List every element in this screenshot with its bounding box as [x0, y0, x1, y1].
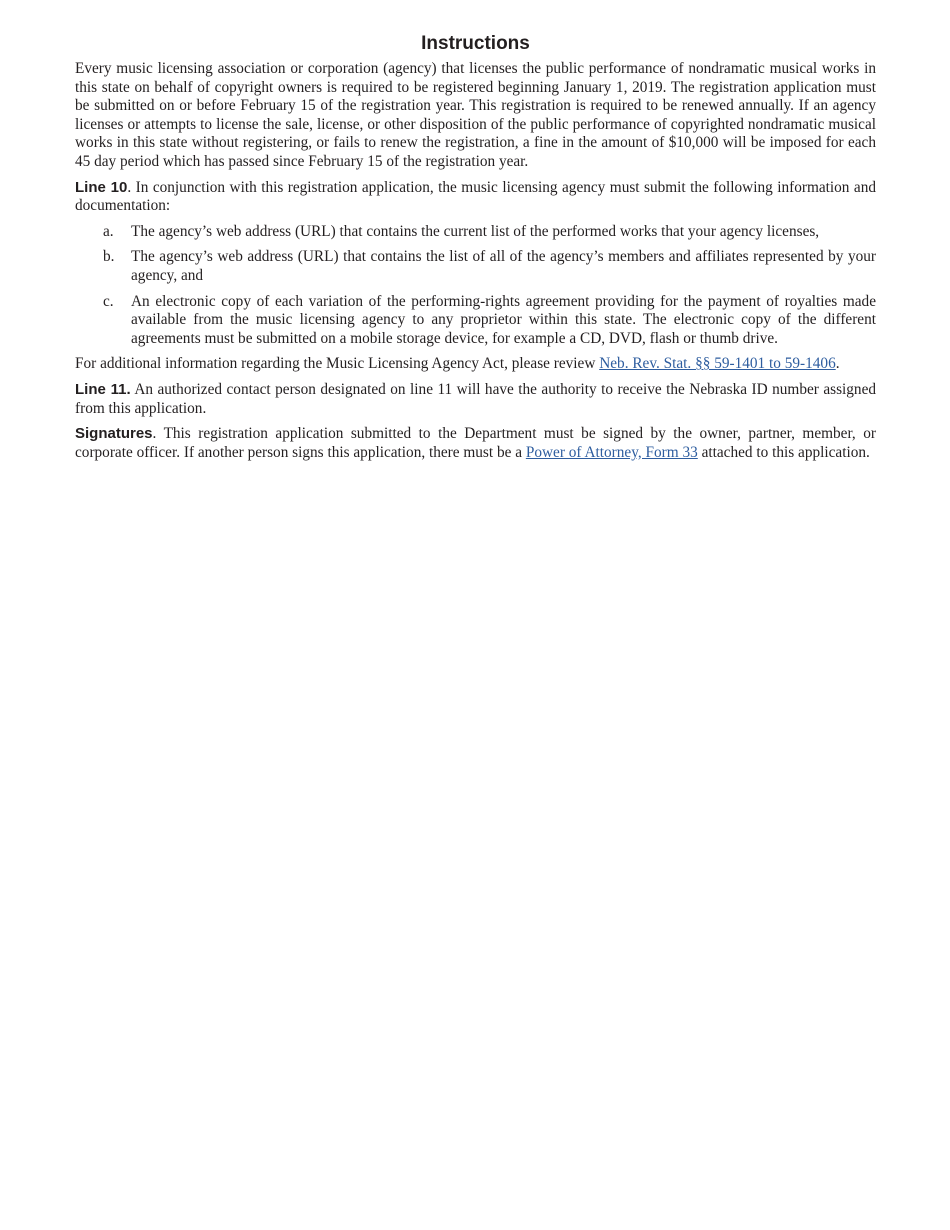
signatures-paragraph — [75, 425, 876, 462]
line-10-heading: Line 10 — [75, 178, 128, 196]
intro-paragraph: Every music licensing association or corporation (agency) that licenses the public performance of nondramatic musical works in this state on behalf of copyright owners is required to be registered beginning January 1, 2019. The registration application must be submitted on or before February 15 of the registration year. This registration is required to be renewed annually. If an agency licenses or attempts to license the sale, license, or other disposition of the public performance of copyrighted nondramatic musical works in this state without registering, or fails to renew the registration, a fine in the amount of $10,000 will be imposed for each 45 day period which has passed since February 15 of the registration year. — [75, 60, 876, 170]
additional-info-text: For additional information regarding the Music Licensing Agency Act, please review — [75, 355, 600, 373]
list-item-marker: a. — [103, 222, 114, 240]
signatures-end: attached to this application. — [697, 443, 870, 461]
page-title: Instructions — [421, 33, 530, 54]
additional-info-paragraph — [75, 355, 876, 374]
list-item — [75, 293, 876, 349]
list-item-marker: c. — [103, 292, 114, 310]
list-item — [75, 248, 876, 285]
signatures-text: . This registration application submitted to the Department must be signed by the owner, partner, member, or corporate officer. If another person signs this application, there must be a — [75, 425, 876, 461]
line-11-heading: Line 11. — [75, 380, 131, 398]
additional-info-end: . — [835, 355, 840, 373]
list-item-text: An electronic copy of each variation of the performing-rights agreement providing for the payment of royalties made available from the music licensing agency to any proprietor within this state. The electronic copy of the different agreements must be submitted on a mobile storage device, for example a CD, DVD, flash or thumb drive. — [131, 292, 876, 347]
line-11-text: An authorized contact person designated on line 11 will have the authority to receive the Nebraska ID number assigned from this application. — [75, 380, 877, 417]
list-item — [75, 223, 876, 242]
line-10-paragraph — [75, 179, 876, 216]
instructions-page — [75, 30, 876, 469]
signatures-heading: Signatures — [75, 425, 153, 443]
line-10-list — [75, 223, 876, 349]
power-of-attorney-link[interactable]: Power of Attorney, Form 33 — [525, 443, 698, 461]
statute-link[interactable]: Neb. Rev. Stat. §§ 59-1401 to 59-1406 — [599, 355, 836, 373]
list-item-text: The agency’s web address (URL) that contains the current list of the performed works that your agency licenses, — [131, 222, 820, 240]
line-10-text: . In conjunction with this registration application, the music licensing agency must submit the following information and documentation: — [75, 178, 877, 215]
list-item-text: The agency’s web address (URL) that contains the list of all of the agency’s members and affiliates represented by your agency, and — [131, 248, 876, 284]
line-11-paragraph — [75, 381, 876, 418]
list-item-marker: b. — [103, 248, 115, 266]
